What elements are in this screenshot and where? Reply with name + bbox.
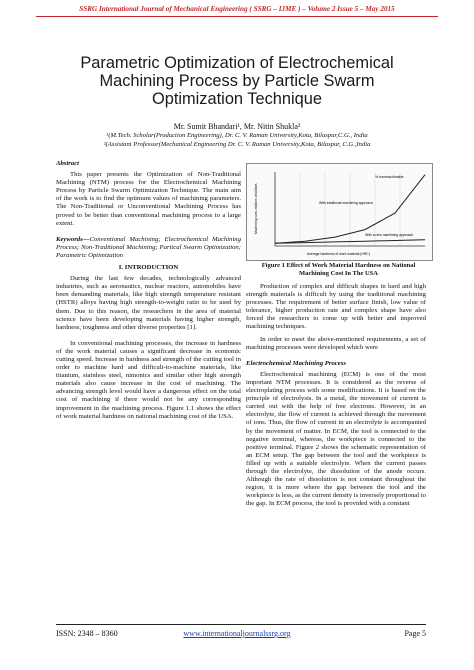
affiliation-2: ²(Assistant Professor(Mechanical Engineering Dr. C. V. Raman University,Kota, Bilaspur, C.G.,India [103, 141, 371, 148]
authors: Mr. Sumit Bhandari¹, Mr. Nitin Shukla² [173, 122, 301, 131]
figure-caption: Figure 1 Effect of Work Material Hardness on National Machining Cost In The USA [261, 262, 416, 277]
intro-heading: I. INTRODUCTION [118, 264, 179, 272]
footer-issn: ISSN: 2348 – 8360 [56, 629, 118, 638]
right-paragraph-3: Electrochemical machining (ECM) is one of the most important NTM processes. It is considered as the reverse of electroplating process with some modifications. It is based on the principle of electrolysis. In a metal, the movement of current is carried out with the help of free electrons. However, in an electrolyte, the flow of current is achieved through the movement of ions. Thus, the flow of current in an electrolyte is accompanied by the movement of matter. In ECM, the tool is connected to the negative terminal, whereas, the workpiece is connected to the positive terminal. Figure 2 shows the schematic representation of an ECM setup. The gap between the tool and the workpiece is filled up with a suitable electrolyte. When the current passes through the electrolyte, the dissolution of the anode occurs. Although the rate of dissolution is not constant throughout the region, it is more where the gap between the tool and the workpiece is less, as the current density is inversely proportional to the gap. In ECM process, the tool is provided with a constant [246, 370, 426, 508]
right-paragraph-1: Production of complex and difficult shapes in hard and high strength materials is difficult by using the traditional machining processes. The requirement of better surface finish, low value of tolerance, higher production rate and complex shape have also forced the researchers to come up with better and improved machining techniques. [246, 283, 426, 331]
affiliation-1: ¹(M.Tech. Scholar(Production Engineering), Dr. C. V. Raman University,Kota, Bilaspur,C.G., India [106, 132, 368, 139]
footer-url[interactable]: www.internationaljournalssrg.org [183, 629, 291, 638]
keywords-text: Conventional Machining; Electrochemical Machining Process; Non-Traditional Machining; Partical Swarm Optimization; Parametric Optimization [56, 235, 241, 259]
footer-rule [56, 624, 426, 625]
abstract-text: This paper presents the Optimization of Non-Traditional Machining (NTM) process for the Electrochemical Machining Process by Particle Swarm Optimization Technique. The main aim of the work is to find the optimum values of machining parameters. The Non-Traditional or Unconventional Machining Process has proved to be better than conventional machining process to a large extent. [56, 171, 241, 227]
figure-1 [246, 163, 433, 261]
new-approach-label: With a new machining approach [365, 233, 414, 237]
abstract-heading: Abstract [56, 160, 80, 167]
footer-page-number: Page 5 [404, 629, 426, 638]
keywords [56, 236, 241, 260]
y-axis-label: Machining cost, millions of dollars [254, 183, 258, 234]
right-column [246, 283, 426, 512]
intro-paragraph-1: During the last few decades, technologically advanced industries, such as aeronautics, nuclear reactors, automobiles have been demanding materials, like high strength temperature resistant (HSTR) alloys having high strength-to-weight ratio to be used by them. Due to this reason, the researchers in the area of material science have been developing materials having higher strength, hardness, toughness and other diverse properties [1]. [56, 275, 241, 331]
header-rule [36, 16, 438, 17]
title-line: Machining Process by Particle Swarm [99, 72, 375, 90]
nonmachinable-label: % nonmachinable [375, 175, 404, 179]
paper-title [30, 54, 444, 108]
traditional-label: With traditional machining approach [319, 201, 373, 205]
ecm-heading: Electrochemical Machining Process [246, 359, 346, 367]
title-line: Optimization Technique [151, 90, 323, 108]
figure-chart [247, 164, 432, 260]
x-axis-label: Average hardness of work material (HRC) [307, 252, 370, 256]
keywords-label: Keywords— [56, 235, 90, 243]
left-column [56, 160, 241, 425]
title-line: Parametric Optimization of Electrochemical [80, 54, 394, 72]
journal-header: SSRG International Journal of Mechanical Engineering ( SSRG – IJME ) – Volume 2 Issue 5 – May 2015 [79, 5, 395, 13]
intro-paragraph-2: In conventional machining processes, the increase in hardness of the work material causes a significant decrease in economic cutting speed. Increase in hardness and strength of the cutting tool in order to machine hard and difficult-to-machine materials, like titanium, stainless steel, nimonics and similar other high strength materials also cause increase in the cost of machining. The advancing strength level would have a dangerous effect on the total cost of machining if there would not be any corresponding improvement in the machining process. Figure 1.1 shows the effect of work material hardness on national machining cost of the USA. [56, 339, 241, 420]
right-paragraph-2: In order to meet the above-mentioned requirements, a set of machining processes were developed which were [246, 335, 426, 351]
